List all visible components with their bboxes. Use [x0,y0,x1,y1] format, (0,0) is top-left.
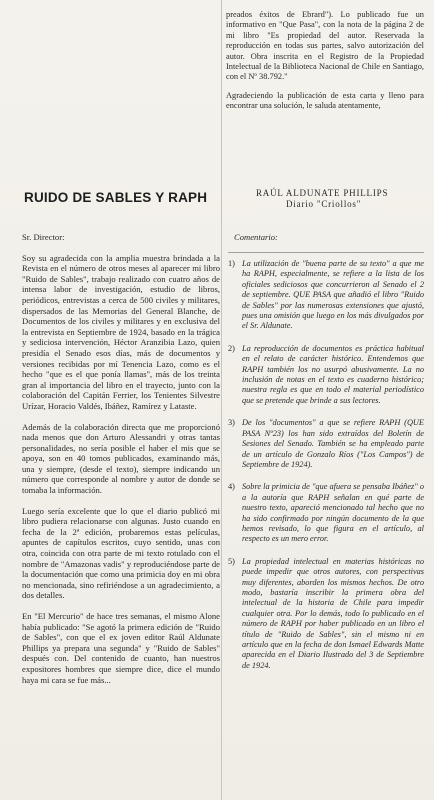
comment-text: La propiedad intelectual en materias históricas no puede impedir que otros autores, con perspectivas muy diferentes, aborden los mismos hechos. De otro modo, bastaría inscribir la primera obra del intelectual de la historia de Chile para impedir cualquier otra. Por lo demás, todo lo publicado en el número de RAPH por haber publicado en un libro el título de "Ruido de Sables", sin el mismo ni en artículo que en la fecha de don Ismael Edwards Matte aparecida en el Diario Ilustrado del 3 de Septiembre de 1924. [242,556,424,670]
comment-item [228,418,424,470]
author-name: RAÚL ALDUNATE PHILLIPS [256,188,389,198]
letter-paragraph: Además de la colaboración directa que me proporcionó nada menos que don Arturo Alessandri y otras tantas personalidades, no sería posible el haber el mis que se apoya, son en 40 tomos publicados, examinando más, una y siempre, (desde el texto), siempre indicando un número que corresponde al nombre y autor de donde se tomaba la información. [22,421,220,496]
letter-title: RUIDO DE SABLES Y RAPH [24,190,208,205]
comment-text: La utilización de "buena parte de su texto" a que me ha RAPH, especialmente, se refiere a la lista de los oficiales sediciosos que concurrieron al Senado el 2 de septiembre. QUE PASA que añadió el libro "Ruido de Sables" por las numerosas extensiones que ajustó, pues una omisión que luego en los más divulgados por el Sr. Aldunate. [242,259,424,331]
comments-header: Comentario: [234,232,278,242]
previous-letter-closing: Agradeciendo la publicación de esta carta y lleno para encontrar una solución, le saluda atentamente, [226,90,424,111]
comment-item [228,482,424,544]
comment-number: 1) [228,259,235,268]
letter-paragraph: Luego sería excelente que lo que el diario publicó mi libro pudiera relacionarse con algunas. Justo cuando en fecha de la 2ª edición, probaremos estas películas, apuntes de capítulos escritos, cuyo sentido, unas con otra, coincida con otra parte de mi texto rotulado con el nombre de "Amazonas vadis" y reproduciéndose parte de la documentación que como una primicia doy en mi obra no mencionada, sino refiriéndose a un agradecimiento, a dos detalles. [22,505,220,601]
comment-number: 2) [228,343,235,353]
comment-text: La reproducción de documentos es práctica habitual en el relato de carácter histórico. Entendemos que RAPH también los no usurpó abusivamente. La no inclusión de notas en el texto es cuaderno histórico; nuestra regla es que en todo el material periodístico que se pretende que brinde a sus lectores. [242,343,424,405]
comment-text: Sobre la primicia de "que afuera se pensaba Ibáñez" o a la autoría que RAPH señalan en qué parte de nuestro texto, apareció mencionado tal hecho que no ha sido confirmado por ningún documento de la que hemos revisado, lo que figura en el artículo, al respecto es un mero error. [242,482,424,544]
comment-item [228,557,424,671]
comment-item [228,259,424,332]
comment-item [228,344,424,406]
previous-letter-ending [226,10,424,112]
column-divider [221,0,222,800]
comment-text: De los "documentos" a que se refiere RAPH (QUE PASA Nº23) los han sido extraídos del Boletín de Sesiones del Senado. También se ha empleado parte de un artículo de Gonzalo Ríos ("Los Campos") de Septiembre de 1924). [242,418,424,469]
comment-number: 3) [228,418,235,428]
comment-number: 5) [228,556,235,566]
letter-paragraph: En "El Mercurio" de hace tres semanas, el mismo Alone había publicado: "Se agotó la primera edición de "Ruido de Sables", con que el ex joven editor Raúl Aldunate Phillips ya prepara una segunda" y "Ruido de Sables" después con. Del contenido de cuanto, han nuestros expositores hombres que siempre dice, dice el mundo haya mi cara se fue más... [22,611,220,685]
letter-body [22,232,220,695]
previous-letter-paragraph: preados éxitos de Ebrard"). Lo publicado fue un informativo en "Que Pasa", con la nota de la página 2 de mi libro "Es propiedad del autor. Reservada la reproducción en todas sus partes, salvo autorización del autor. Obra inscrita en el Registro de la Propiedad Intelectual de la Biblioteca Nacional de Chile en Santiago, con el Nº 38.792." [226,10,424,82]
author-organization: Diario "Criollos" [286,199,362,209]
editor-comments [228,232,424,683]
letter-salutation: Sr. Director: [22,232,65,242]
author-signature [256,188,426,210]
letter-paragraph: Soy su agradecida con la amplia muestra brindada a la Revista en el número de otros meses al aparecer mi libro "Ruido de Sables", trabajo realizado con cuatro años de intensa labor de investigación, estudio de libros, periódicos, entrevistas a cerca de 500 civiles y militares, dispersados de las Memorias del General Blanche, de Documentos de los civiles y militares y en exclusiva del la entrevista en Septiembre de 1924, basado en la trágica y sediciosa intervención, Héctor Aranzibia Lazo, quien presidía el Senado esos días, más de documentos y versiones recibidas por mí Tenencia Lazo, como es el hecho "que es el que ponía llamas", más de los treinta gran al importancia del libro en el trayecto, junto con la colaboración del Capitán Ferrier, los Tenientes Silvestre Urízar, Horacio Valdés, Ibáñez, Ramírez y Lataste. [22,252,220,411]
comments-rule [228,252,424,253]
comment-number: 4) [228,482,235,492]
